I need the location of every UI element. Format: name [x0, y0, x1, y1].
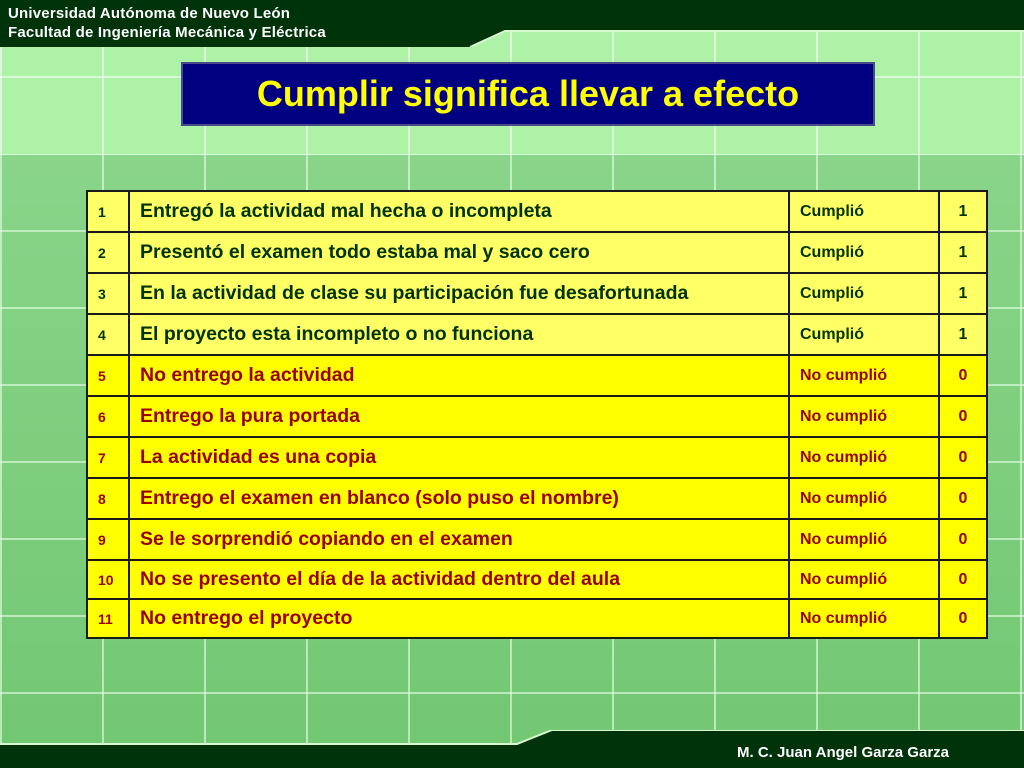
row-score: 0 [939, 478, 987, 519]
row-number: 8 [87, 478, 129, 519]
row-number: 11 [87, 599, 129, 638]
row-description: No entrego la actividad [129, 355, 789, 396]
table-row [87, 396, 987, 437]
table-row [87, 560, 987, 599]
row-description: No se presento el día de la actividad dentro del aula [129, 560, 789, 599]
row-description: En la actividad de clase su participación fue desafortunada [129, 273, 789, 314]
row-status: Cumplió [789, 273, 939, 314]
row-description: La actividad es una copia [129, 437, 789, 478]
row-description: No entrego el proyecto [129, 599, 789, 638]
table-row [87, 599, 987, 638]
row-number: 5 [87, 355, 129, 396]
author-name: M. C. Juan Angel Garza Garza [737, 744, 949, 761]
row-status: No cumplió [789, 519, 939, 560]
table-row [87, 314, 987, 355]
row-description: Se le sorprendió copiando en el examen [129, 519, 789, 560]
row-status: Cumplió [789, 191, 939, 232]
row-score: 1 [939, 273, 987, 314]
row-description: El proyecto esta incompleto o no funciona [129, 314, 789, 355]
row-number: 2 [87, 232, 129, 273]
row-score: 1 [939, 314, 987, 355]
university-name: Universidad Autónoma de Nuevo León [8, 5, 291, 22]
row-score: 0 [939, 355, 987, 396]
row-description: Presentó el examen todo estaba mal y saco cero [129, 232, 789, 273]
table-row [87, 519, 987, 560]
row-status: No cumplió [789, 478, 939, 519]
header-band [0, 0, 1024, 47]
faculty-name: Facultad de Ingeniería Mecánica y Eléctrica [8, 24, 326, 41]
row-score: 0 [939, 396, 987, 437]
row-number: 4 [87, 314, 129, 355]
footer-band [0, 730, 1024, 768]
row-score: 0 [939, 599, 987, 638]
row-status: Cumplió [789, 232, 939, 273]
row-score: 0 [939, 560, 987, 599]
slide-title-box [181, 62, 875, 126]
row-description: Entrego la pura portada [129, 396, 789, 437]
row-status: No cumplió [789, 437, 939, 478]
table-row [87, 355, 987, 396]
row-score: 0 [939, 437, 987, 478]
row-status: Cumplió [789, 314, 939, 355]
row-number: 6 [87, 396, 129, 437]
row-score: 1 [939, 191, 987, 232]
row-number: 9 [87, 519, 129, 560]
table-row [87, 191, 987, 232]
compliance-table [86, 190, 988, 639]
row-number: 7 [87, 437, 129, 478]
row-score: 0 [939, 519, 987, 560]
table-row [87, 232, 987, 273]
table-row [87, 273, 987, 314]
row-description: Entregó la actividad mal hecha o incompleta [129, 191, 789, 232]
row-status: No cumplió [789, 396, 939, 437]
row-score: 1 [939, 232, 987, 273]
row-number: 1 [87, 191, 129, 232]
table-row [87, 478, 987, 519]
row-status: No cumplió [789, 599, 939, 638]
row-number: 10 [87, 560, 129, 599]
row-number: 3 [87, 273, 129, 314]
table-row [87, 437, 987, 478]
row-description: Entrego el examen en blanco (solo puso el nombre) [129, 478, 789, 519]
row-status: No cumplió [789, 560, 939, 599]
slide-title: Cumplir significa llevar a efecto [256, 73, 800, 114]
row-status: No cumplió [789, 355, 939, 396]
